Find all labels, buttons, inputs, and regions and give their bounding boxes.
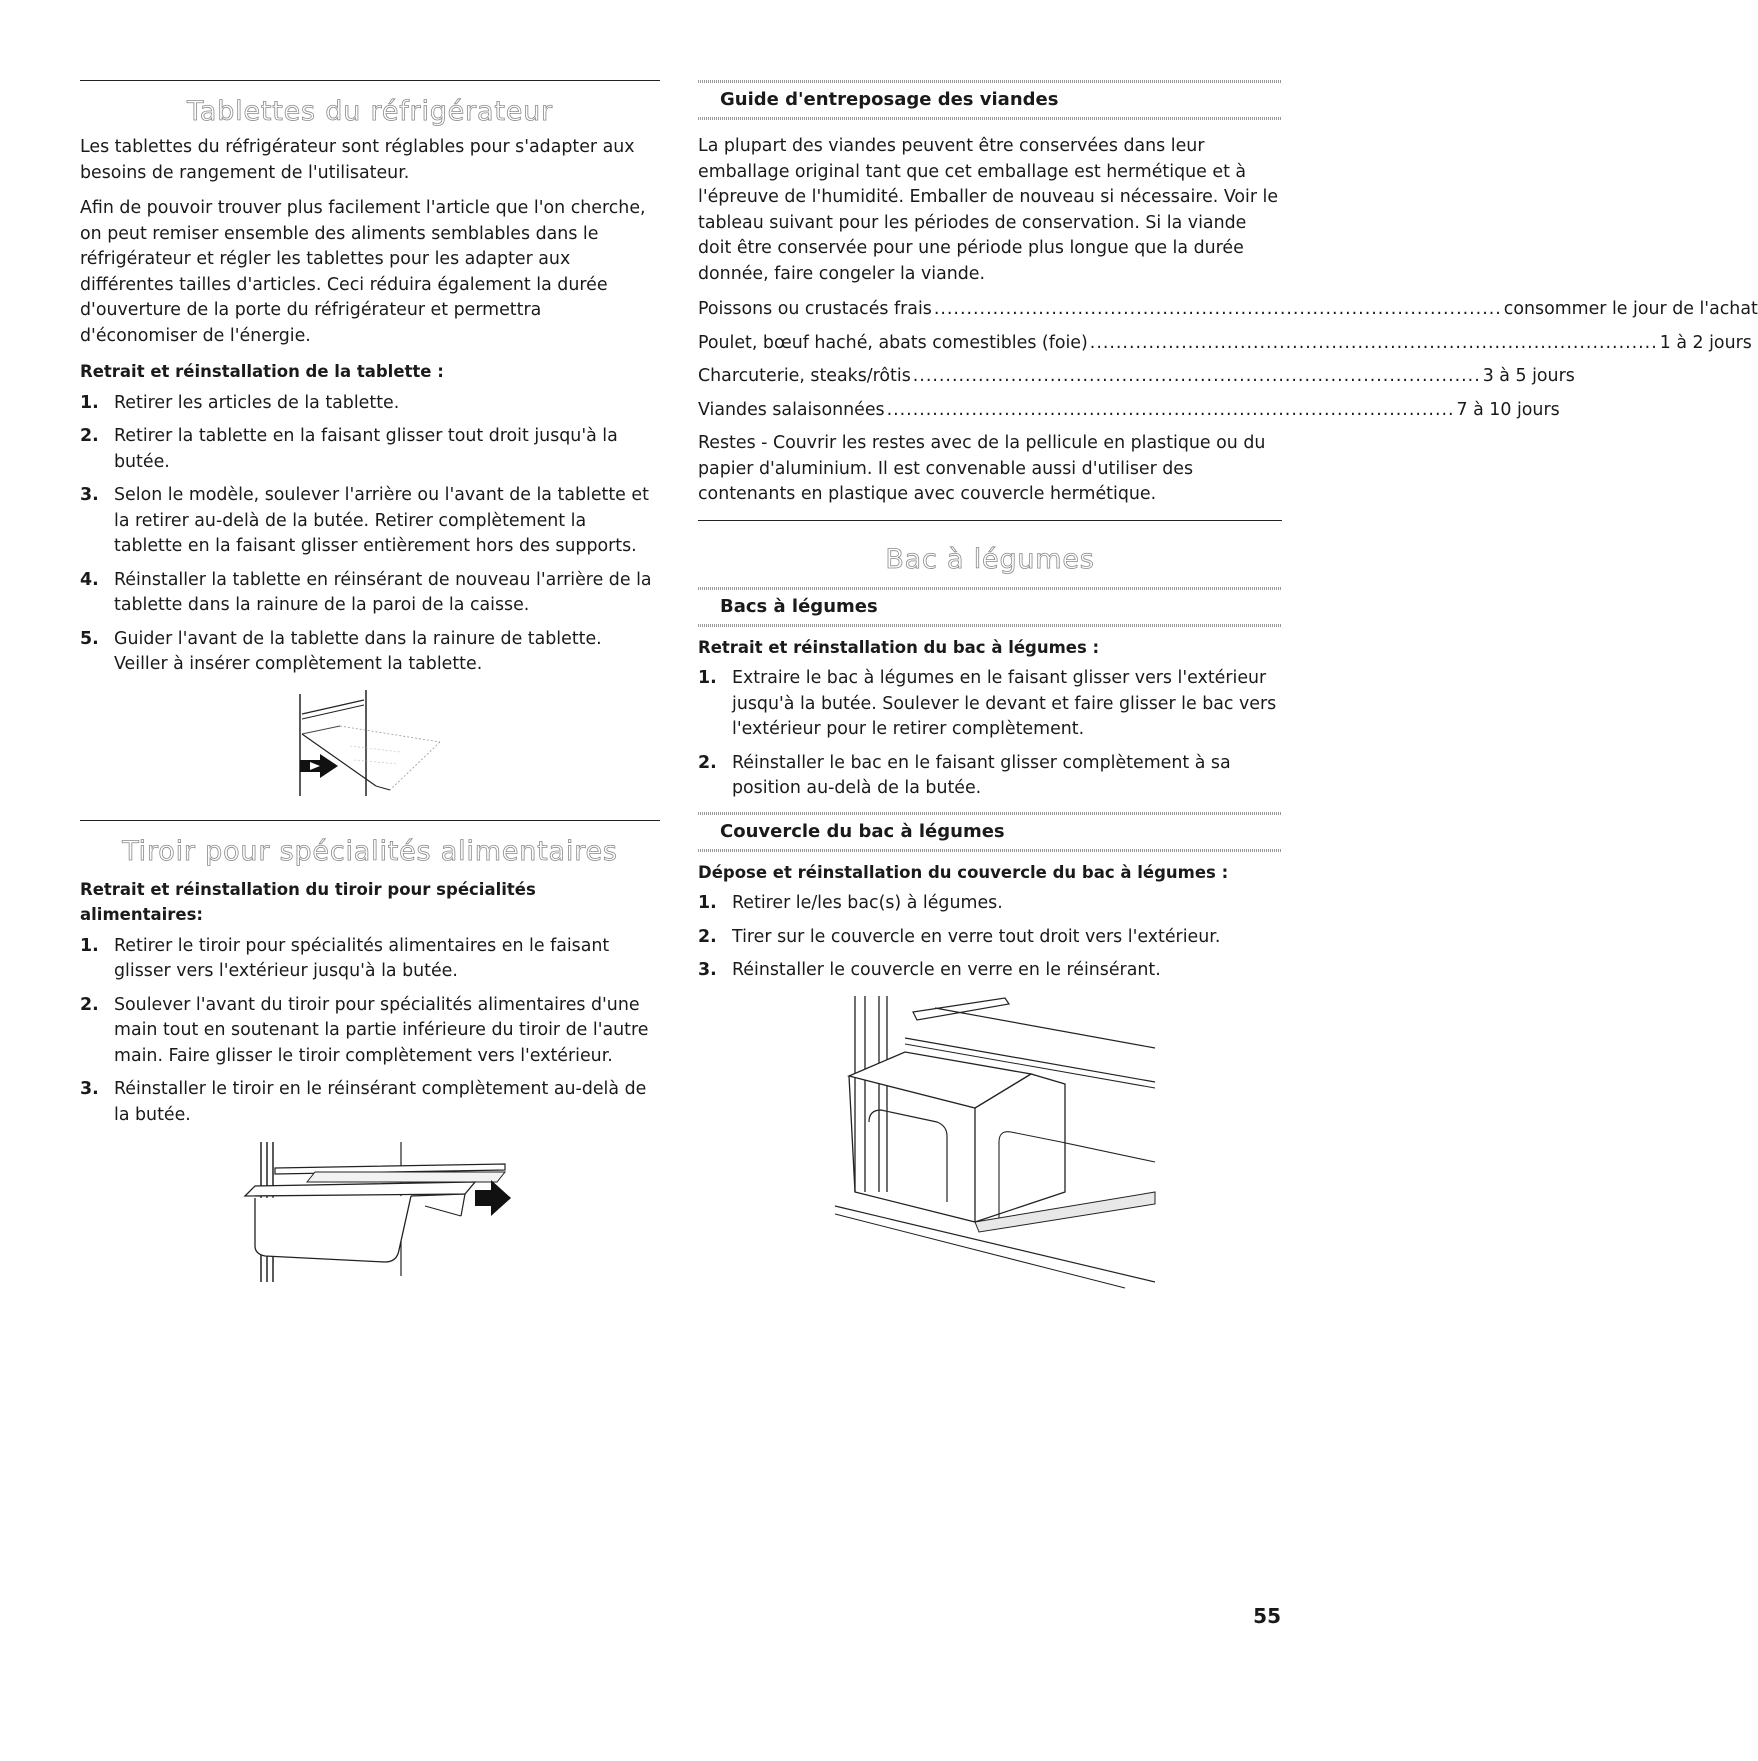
list-item (80, 993, 660, 1070)
section-title-shelves: Tablettes du réfrigérateur (187, 96, 553, 127)
drawer-removal-illustration (215, 1136, 525, 1286)
list-item (80, 1077, 660, 1128)
step-text: Réinstaller le couvercle en verre en le réinsérant. (732, 960, 1161, 980)
hatched-rule (698, 849, 1282, 852)
dot-leader: ....................................................................................... (1089, 332, 1658, 353)
step-text: Extraire le bac à légumes en le faisant glisser vers l'extérieur jusqu'à la butée. Soulever le devant et faire glisser le bac vers l'extérieur pour le retirer complètement. (732, 668, 1277, 739)
step-text: Soulever l'avant du tiroir pour spécialités alimentaires d'une main tout en soutenant la partie inférieure du tiroir de l'autre main. Faire glisser le tiroir complètement vers l'extérieur. (114, 994, 649, 1066)
left-column (80, 80, 660, 1286)
step-number: 2. (80, 994, 99, 1015)
meat-storage-heading: Guide d'entreposage des viandes (720, 89, 1059, 110)
arrow-icon (475, 1180, 511, 1216)
step-text: Réinstaller le bac en le faisant glisser complètement à sa position au-delà de la butée. (732, 752, 1231, 798)
step-text: Retirer le/les bac(s) à légumes. (732, 893, 1003, 913)
step-text: Tirer sur le couvercle en verre tout droit vers l'extérieur. (732, 926, 1221, 947)
crisper-cover-illustration (825, 992, 1155, 1292)
section-title-drawer: Tiroir pour spécialités alimentaires (122, 835, 618, 867)
step-number: 1. (80, 392, 99, 413)
meat-type: Poissons ou crustacés frais (698, 299, 932, 319)
step-number: 3. (80, 485, 99, 505)
step-text: Selon le modèle, soulever l'arrière ou l'avant de la tablette et la retirer au-delà de la butée. Retirer complètement la tablette en la faisant glisser entièrement hors des supports. (114, 485, 649, 556)
step-number: 1. (698, 893, 717, 913)
table-row (698, 297, 1758, 323)
step-text: Réinstaller la tablette en réinsérant de nouveau l'arrière de la tablette dans la rainure de la paroi de la caisse. (114, 569, 652, 615)
section-rule (80, 80, 660, 81)
step-number: 2. (698, 752, 717, 773)
step-number: 1. (80, 935, 99, 956)
step-number: 5. (80, 628, 99, 649)
list-item (698, 958, 1282, 984)
step-number: 3. (698, 960, 717, 980)
step-number: 3. (80, 1079, 99, 1099)
section-rule (80, 820, 660, 821)
list-item (698, 891, 1282, 917)
list-item (698, 666, 1282, 743)
storage-duration: 7 à 10 jours (1456, 399, 1560, 420)
shelf-procedure-heading: Retrait et réinstallation de la tablette : (80, 362, 444, 381)
list-item (80, 627, 660, 678)
list-item (80, 568, 660, 619)
table-row (698, 331, 1752, 357)
page-number: 55 (1253, 1604, 1281, 1628)
list-item (80, 483, 660, 560)
step-number: 2. (698, 926, 717, 947)
section-title-crisper: Bac à légumes (885, 543, 1095, 575)
cover-procedure-heading: Dépose et réinstallation du couvercle du bac à légumes : (698, 862, 1229, 882)
drawer-steps-list (80, 934, 660, 1129)
step-text: Retirer les articles de la tablette. (114, 392, 400, 413)
step-text: Guider l'avant de la tablette dans la rainure de tablette. Veiller à insérer complètement la tablette. (114, 628, 602, 674)
crisper-steps-list (698, 666, 1282, 802)
section-rule (698, 520, 1282, 521)
table-row (698, 364, 1575, 390)
leftovers-note: Restes - Couvrir les restes avec de la pellicule en plastique ou du papier d'aluminium. Il est convenable aussi d'utiliser des contenants en plastique avec couvercle hermétique. (698, 433, 1266, 504)
dot-leader: ....................................................................................... (886, 399, 1455, 420)
list-item (80, 424, 660, 475)
drawer-procedure-heading: Retrait et réinstallation du tiroir pour spécialités alimentaires: (80, 879, 536, 924)
dot-leader: ....................................................................................... (933, 299, 1502, 319)
list-item (80, 391, 660, 417)
meat-type: Poulet, bœuf haché, abats comestibles (foie) (698, 332, 1088, 353)
hatched-rule (698, 117, 1282, 120)
shelves-intro-1: Les tablettes du réfrigérateur sont réglables pour s'adapter aux besoins de rangement de l'utilisateur. (80, 137, 635, 183)
step-number: 4. (80, 569, 99, 590)
table-row (698, 398, 1560, 424)
crisper-subheading: Bacs à légumes (720, 595, 878, 617)
step-text: Retirer la tablette en la faisant glisser tout droit jusqu'à la butée. (114, 426, 618, 472)
meat-type: Viandes salaisonnées (698, 399, 885, 420)
storage-duration: 1 à 2 jours (1659, 332, 1752, 353)
list-item (80, 934, 660, 985)
step-number: 1. (698, 668, 717, 688)
list-item (698, 751, 1282, 802)
shelf-steps-list (80, 391, 660, 678)
shelf-removal-illustration (280, 686, 460, 804)
step-text: Réinstaller le tiroir en le réinsérant complètement au-delà de la butée. (114, 1079, 647, 1125)
list-item (698, 925, 1282, 951)
storage-duration: 3 à 5 jours (1482, 366, 1575, 386)
cover-steps-list (698, 891, 1282, 984)
hatched-rule (698, 624, 1282, 627)
crisper-cover-heading: Couvercle du bac à légumes (720, 820, 1005, 842)
crisper-procedure-heading: Retrait et réinstallation du bac à légumes : (698, 637, 1100, 657)
meat-intro: La plupart des viandes peuvent être conservées dans leur emballage original tant que cet emballage est hermétique et à l'épreuve de l'humidité. Emballer de nouveau si nécessaire. Voir le tableau suivant pour les périodes de conservation. Si la viande doit être conservée pour une période plus longue que la durée donnée, faire congeler la viande. (698, 136, 1279, 284)
storage-duration: consommer le jour de l'achat (1503, 299, 1758, 319)
right-column (698, 80, 1758, 1292)
dot-leader: ....................................................................................... (912, 366, 1481, 386)
step-number: 2. (80, 426, 99, 446)
step-text: Retirer le tiroir pour spécialités alimentaires en le faisant glisser vers l'extérieur jusqu'à la butée. (114, 935, 610, 981)
meat-type: Charcuterie, steaks/rôtis (698, 366, 911, 386)
shelves-intro-2: Afin de pouvoir trouver plus facilement l'article que l'on cherche, on peut remiser ensemble des aliments semblables dans le réfrigérateur et régler les tablettes pour les adapter aux différentes tailles d'articles. Ceci réduira également la durée d'ouverture de la porte du réfrigérateur et permettra d'économiser de l'énergie. (80, 198, 646, 346)
